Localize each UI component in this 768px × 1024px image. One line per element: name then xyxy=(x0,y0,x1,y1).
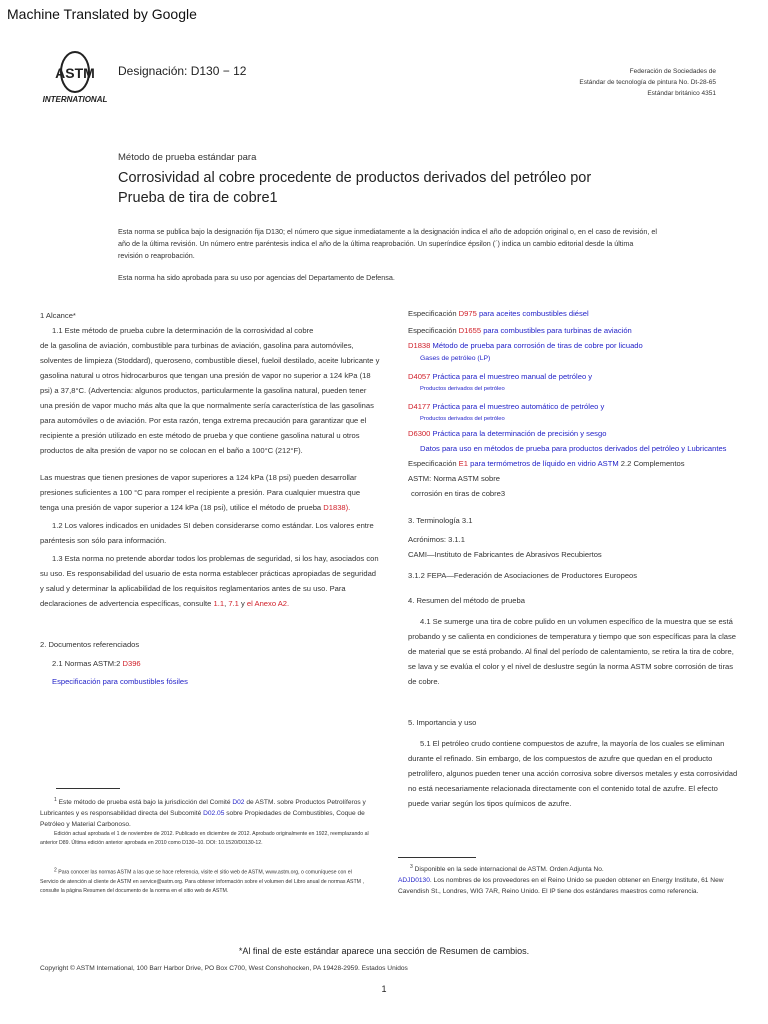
reference-link[interactable]: D1655 xyxy=(458,326,482,335)
reference-item xyxy=(408,306,738,321)
designation: Designación: D130 − 12 xyxy=(118,64,247,78)
translation-banner: Machine Translated by Google xyxy=(7,6,197,22)
section-heading: 2. Documentos referenciados xyxy=(40,640,140,649)
reference-link[interactable]: 7.1 xyxy=(228,599,239,608)
reference-link[interactable]: para termómetros de líquido en vidrio ASTM xyxy=(470,459,619,468)
reference-link[interactable]: Productos derivados del petróleo xyxy=(420,416,505,422)
paragraph-text: 1.3 Esta norma no pretende abordar todos los problemas de seguridad, si los hay, asociados con su uso. Es responsabilidad del usuario de esta norma establecer prácticas apropiadas de seguridad y salud y determinar la aplicabilidad de los requisitos reglamentarios antes de su uso. Para declaraciones de advertencia específicas, consulte xyxy=(40,554,379,608)
section-heading: 1 Alcance* xyxy=(40,311,76,320)
footnote xyxy=(398,862,728,897)
reference-item xyxy=(408,369,738,384)
reference-link[interactable]: para aceites combustibles diésel xyxy=(478,309,589,318)
reference-link[interactable]: Práctica para la determinación de precisión y sesgo xyxy=(432,429,607,438)
paragraph: 3.1.2 FEPA—Federación de Asociaciones de Productores Europeos xyxy=(408,571,638,580)
federation-line: Estándar británico 4351 xyxy=(647,90,716,97)
reference-link[interactable]: Método de prueba para corrosión de tiras de cobre por licuado xyxy=(432,341,643,350)
title-line: Corrosividad al cobre procedente de productos derivados del petróleo por xyxy=(118,170,592,186)
reference-item xyxy=(408,323,738,338)
ref-prefix: Especificación xyxy=(408,309,457,318)
reference-item xyxy=(408,338,738,353)
reference-link[interactable]: D1838). xyxy=(323,503,351,512)
paragraph: 4.1 Se sumerge una tira de cobre pulido en un volumen específico de la muestra que se está probando y se calienta en condiciones de temperatura y tiempo que son específicas para la clase de material que se está probando. Al final del período de calentamiento, se retira la tira de cobre, se lava y se evalúa el color y el nivel de deslustre según la norma ASTM sobre corrosión de tiras de cobre. xyxy=(408,617,736,686)
reference-link[interactable]: D975 xyxy=(458,309,477,318)
paragraph: Acrónimos: 3.1.1 xyxy=(408,535,465,544)
right-column xyxy=(408,306,738,811)
reference-link[interactable]: Datos para uso en métodos de prueba para productos derivados del petróleo y Lubricantes xyxy=(420,444,727,453)
title-line: Prueba de tira de cobre1 xyxy=(118,190,278,206)
reference-link[interactable]: D02 xyxy=(232,799,245,807)
footnote-rule xyxy=(398,857,476,858)
paragraph: 5.1 El petróleo crudo contiene compuestos de azufre, la mayoría de los cuales se eliminan durante el refinado. Sin embargo, de los compuestos de azufre que quedan en el producto petrolífero, algunos pueden tener una acción corrosiva sobre diversos metales y esta corrosividad no está necesariamente relacionada directamente con el contenido total de azufre. El efecto puede variar según los tipos químicos de azufre. xyxy=(408,739,738,808)
reference-link[interactable]: D396 xyxy=(122,659,141,668)
section-heading: 4. Resumen del método de prueba xyxy=(408,596,525,605)
footnote-marker: 1 xyxy=(54,797,57,803)
paragraph: de la gasolina de aviación, combustible para turbinas de aviación, gasolina para automóviles, solventes de limpieza (Stoddard), queroseno, combustible diesel, fueloil destilado, aceite lubricante y gasolina natural u otros hidrocarburos que tengan una presión de vapor no superior a 124 kPa (18 psi) a 37,8°C. (Advertencia: algunos productos, particularmente la gasolina natural, pueden tener una presión de vapor mucho más alta que la que normalmente sería característica de las gasolinas para automóviles o de aviación. Por esta razón, tenga extrema precaución para garantizar que el recipiente a presión utilizado en este método de prueba y que contiene gasolina natural u otros productos de alta presión de vapor no se colocan en el baño a 100°C (212°F). xyxy=(40,341,380,455)
reference-link[interactable]: E1 xyxy=(458,459,468,468)
footnote-text: Disponible en la sede internacional de ASTM. Orden Adjunta No. xyxy=(414,866,604,874)
svg-text:ASTM: ASTM xyxy=(55,65,95,81)
ref-suffix: 2.2 Complementos xyxy=(620,459,685,468)
reference-link[interactable]: D02.05 xyxy=(203,810,225,818)
footnote-text: sobre Propiedades de Combustibles, Coque de Petróleo y Material Carbonoso. xyxy=(40,810,365,829)
reference-link[interactable]: D4057 xyxy=(408,372,431,381)
ref-prefix: Especificación xyxy=(408,459,457,468)
page-number: 1 xyxy=(381,984,387,994)
footnote-rule xyxy=(56,788,120,789)
intro-paragraph: Esta norma ha sido aprobada para su uso por agencias del Departamento de Defensa. xyxy=(118,273,395,282)
paragraph: CAMI—Instituto de Fabricantes de Abrasivos Recubiertos xyxy=(408,550,602,559)
footnote-text: Para conocer las normas ASTM a las que se hace referencia, visite el sitio web de ASTM, www.astm.org, o comuníquese con el Servicio de atención al cliente de ASTM en service@astm.org. Para obtener información sobre el volumen del Libro anual de normas ASTM , consulte la página Resumen del documento de la norma en el sitio web de ASTM. xyxy=(40,869,364,894)
intro-notes xyxy=(118,226,658,294)
method-label: Método de prueba estándar para xyxy=(118,152,257,163)
reference-link[interactable]: 1.1 xyxy=(213,599,225,608)
ref-prefix: Especificación xyxy=(408,326,457,335)
footnote-text: . Los nombres de los proveedores en el Reino Unido se pueden obtener en Energy Institute, 61 New Cavendish St., Londres, WIG 7AR, Reino Unido. El IP tiene dos estándares maestros como referencia. xyxy=(398,877,724,896)
left-column xyxy=(40,308,380,689)
federation-line: Federación de Sociedades de xyxy=(629,68,716,75)
paragraph: 1.3 Esta norma no pretende abordar todos los problemas de seguridad, si los hay, asociados con su uso. Es responsabilidad del usuario de esta norma establecer prácticas apropiadas de seguridad y salud y determinar la aplicabilidad de los requisitos reglamentarios antes de su uso. Para declaraciones de advertencia específicas, consulte 1.1, 7.1 y el Anexo A2. xyxy=(40,554,379,608)
footnote-marker: 2 xyxy=(54,867,57,873)
reference-link[interactable]: Práctica para el muestreo automático de petróleo y xyxy=(432,402,605,411)
paragraph xyxy=(40,470,380,515)
copyright: Copyright © ASTM International, 100 Barr Harbor Drive, PO Box C700, West Conshohocken, PA 19428-2959. Estados Unidos xyxy=(40,965,408,972)
reference-link[interactable]: D6300 xyxy=(408,429,431,438)
footnote-text: Este método de prueba está bajo la jurisdicción del Comité xyxy=(58,799,231,807)
reference-link[interactable]: para combustibles para turbinas de aviación xyxy=(483,326,632,335)
footnote: Edición actual aprobada el 1 de noviembre de 2012. Publicado en diciembre de 2012. Aprobado originalmente en 1922, reemplazando al anterior D89. Última edición anterior aprobada en 2010 como D130–10. DOI: 10.1520/D0130-12. xyxy=(40,831,369,846)
document-title xyxy=(118,168,638,208)
paragraph: ASTM: Norma ASTM sobre xyxy=(408,474,500,483)
intro-paragraph: Esta norma se publica bajo la designación fija D130; el número que sigue inmediatamente a la designación indica el año de adopción original o, en el caso de revisión, el año de la última revisión. Un número entre paréntesis indica el año de la última reaprobación. Un superíndice épsilon (´) indica un cambio editorial desde la última revisión o reaprobación. xyxy=(118,227,658,260)
conjunction: y xyxy=(241,599,245,608)
reference-item xyxy=(408,399,738,414)
reference-link[interactable]: Especificación para combustibles fósiles xyxy=(52,677,188,686)
reference-link[interactable]: D1838 xyxy=(408,341,431,350)
footnote-text: de ASTM. sobre Productos Petrolíferos y Lubricantes y es responsabilidad directa del Subcomité xyxy=(40,799,366,818)
reference-link[interactable]: el Anexo A2. xyxy=(246,599,290,608)
summary-of-changes-note: *Al final de este estándar aparece una sección de Resumen de cambios. xyxy=(238,946,530,956)
svg-text:INTERNATIONAL: INTERNATIONAL xyxy=(42,95,108,104)
reference-link[interactable]: D4177 xyxy=(408,402,431,411)
reference-link[interactable]: Práctica para el muestreo manual de petróleo y xyxy=(432,372,593,381)
footnote xyxy=(40,795,370,830)
paragraph: 1.1 Este método de prueba cubre la determinación de la corrosividad al cobre xyxy=(52,326,314,335)
section-heading: 5. Importancia y uso xyxy=(408,718,477,727)
federation-block xyxy=(579,66,716,99)
paragraph-text: 2.1 Normas ASTM:2 xyxy=(52,659,121,668)
reference-item xyxy=(408,456,738,471)
reference-link[interactable]: Gases de petróleo (LP) xyxy=(420,355,491,362)
reference-link[interactable]: Productos derivados del petróleo xyxy=(420,386,505,392)
section-heading: 3. Terminología 3.1 xyxy=(408,516,473,525)
footnote-marker: 3 xyxy=(410,864,413,870)
reference-link[interactable]: ADJD0130 xyxy=(398,877,430,885)
footnote xyxy=(40,866,370,896)
astm-logo xyxy=(40,50,110,106)
federation-line: Estándar de tecnología de pintura No. Dt-28-65 xyxy=(579,79,716,86)
paragraph: corrosión en tiras de cobre3 xyxy=(411,489,506,498)
paragraph xyxy=(40,656,380,671)
reference-item xyxy=(408,426,738,441)
paragraph: 1.2 Los valores indicados en unidades SI deben considerarse como estándar. Los valores entre paréntesis son sólo para información. xyxy=(40,521,374,545)
paragraph-text: Las muestras que tienen presiones de vapor superiores a 124 kPa (18 psi) pueden desarrollar presiones suficientes a 100 °C para romper el recipiente a presión. Para cualquier muestra que tenga una presión de vapor superior a 124 kPa (18 psi), utilice el método de prueba xyxy=(40,473,361,512)
